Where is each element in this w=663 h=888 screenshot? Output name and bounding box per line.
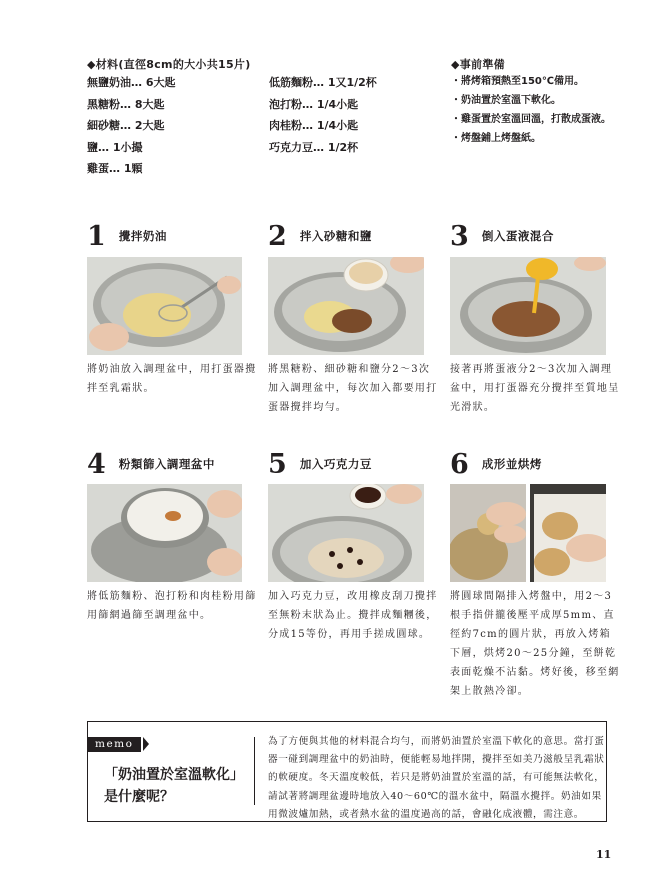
desc-line: 架上散熱冷卻。 <box>450 686 530 697</box>
step-3-desc <box>450 360 620 417</box>
step-2-photo <box>268 257 424 355</box>
step-3 <box>450 223 554 251</box>
step-1-photo <box>87 257 242 355</box>
memo-line: 請試著將調理盆邊時地放入40～60℃的溫水盆中，隔溫水攪拌。奶油如果 <box>268 790 602 802</box>
page-number: 11 <box>596 848 612 861</box>
desc-line: 將圓球間隔排入烤盤中，用2～3 <box>450 591 613 602</box>
desc-line: 用篩網過篩至調理盆中。 <box>87 610 212 621</box>
ingredient-item: 低筋麵粉… 1又1/2杯 <box>269 76 377 89</box>
step-1 <box>87 223 167 251</box>
desc-line: 下層，烘烤20～25分鐘，至餅乾 <box>450 648 617 659</box>
memo-question-line: 「奶油置於室溫軟化」 <box>104 767 244 783</box>
step-title: 拌入砂糖和鹽 <box>299 229 372 243</box>
ingredient-item: 巧克力豆… 1/2杯 <box>269 140 359 154</box>
desc-line: 根手指併攏後壓平成厚5mm、直 <box>450 610 615 621</box>
chocolate-chips-image <box>268 484 424 582</box>
desc-line: 分成15等份，再用手搓成圓球。 <box>268 629 431 640</box>
memo-question-line: 是什麼呢？ <box>104 789 174 805</box>
desc-line: 徑約7cm的圓片狀，再放入烤箱 <box>450 629 611 640</box>
memo-divider <box>254 737 255 805</box>
desc-line: 加入調理盆中，每次加入都要用打 <box>268 383 438 394</box>
step-1-desc <box>87 360 257 398</box>
ingredient-item: 泡打粉… 1/4小匙 <box>269 97 359 111</box>
step-4-photo <box>87 484 242 582</box>
step-number: 3 <box>450 221 469 252</box>
sieve-flour-image <box>87 484 242 582</box>
memo-tag: memo <box>87 737 141 752</box>
flattening-cookies-image <box>530 484 606 582</box>
step-2 <box>268 223 372 251</box>
ingredients-col2 <box>269 72 377 158</box>
step-6 <box>450 451 542 479</box>
step-title: 成形並烘烤 <box>481 457 542 471</box>
dough-balls-image <box>450 484 526 582</box>
ingredient-item: 無鹽奶油… 6大匙 <box>87 76 176 89</box>
ingredients-col1 <box>87 72 175 180</box>
desc-line: 拌至乳霜狀。 <box>87 383 155 394</box>
step-6-desc <box>450 587 620 701</box>
prep-title: ◆事前準備 <box>451 58 505 71</box>
desc-line: 蛋器攪拌均勻。 <box>268 402 348 413</box>
sugar-bowl-image <box>268 257 424 355</box>
step-2-desc <box>268 360 438 417</box>
ingredients-title: ◆材料(直徑8cm的大小共15片) <box>87 58 251 71</box>
memo-body <box>268 733 604 824</box>
ingredient-item: 雞蛋… 1顆 <box>87 162 143 175</box>
memo-line: 用微波爐加熱，或者熱水盆的溫度過高的話，會融化成液體，需注意。 <box>268 808 585 820</box>
prep-item: ・奶油置於室溫下軟化。 <box>451 95 561 106</box>
step-number: 4 <box>87 449 106 480</box>
desc-line: 接著再將蛋液分2～3次加入調理 <box>450 364 613 375</box>
step-5-photo <box>268 484 424 582</box>
desc-line: 將奶油放入調理盆中，用打蛋器攪 <box>87 364 257 375</box>
step-4-desc <box>87 587 257 625</box>
step-title: 粉類篩入調理盆中 <box>118 457 215 471</box>
mixing-bowl-whisk-image <box>87 257 242 355</box>
prep-item: ・將烤箱預熱至150℃備用。 <box>451 76 584 87</box>
desc-line: 至無粉末狀為止。攪拌成麵糰後， <box>268 610 438 621</box>
egg-pour-image <box>450 257 606 355</box>
step-4 <box>87 451 215 479</box>
desc-line: 光滑狀。 <box>450 402 496 413</box>
ingredient-item: 鹽… 1小撮 <box>87 140 143 154</box>
step-number: 2 <box>268 221 287 252</box>
ingredient-item: 黑糖粉… 8大匙 <box>87 97 165 111</box>
desc-line: 表面乾燥不沾黏。烤好後，移至網 <box>450 667 620 678</box>
ingredient-item: 細砂糖… 2大匙 <box>87 119 165 132</box>
memo-question <box>104 764 244 808</box>
step-number: 5 <box>268 449 287 480</box>
prep-list <box>451 72 611 148</box>
desc-line: 盆中，用打蛋器充分攪拌至質地呈 <box>450 383 620 394</box>
step-title: 加入巧克力豆 <box>299 457 372 471</box>
step-6-photo-a <box>450 484 526 582</box>
step-title: 倒入蛋液混合 <box>481 229 554 243</box>
memo-line: 為了方便與其他的材料混合均勻，而將奶油置於室溫下軟化的意思。當打蛋 <box>268 736 605 747</box>
step-5-desc <box>268 587 438 644</box>
step-title: 攪拌奶油 <box>118 229 167 243</box>
memo-tag-arrow <box>143 737 149 751</box>
memo-line: 的軟硬度。冬天溫度較低，若只是將奶油置於室溫的話，有可能無法軟化， <box>268 772 605 784</box>
step-3-photo <box>450 257 606 355</box>
step-number: 1 <box>87 221 106 252</box>
memo-line: 器一碰到調理盆中的奶油時，便能輕易地拌開，攪拌至如美乃滋般呈乳霜狀 <box>268 754 605 766</box>
prep-item: ・雞蛋置於室溫回溫，打散成蛋液。 <box>451 114 611 125</box>
prep-item: ・烤盤鋪上烤盤紙。 <box>451 133 541 144</box>
ingredient-item: 肉桂粉… 1/4小匙 <box>269 119 359 132</box>
desc-line: 將黑糖粉、細砂糖和鹽分2～3次 <box>268 364 431 375</box>
desc-line: 加入巧克力豆，改用橡皮刮刀攪拌 <box>268 591 438 602</box>
step-6-photo-b <box>530 484 606 582</box>
step-5 <box>268 451 372 479</box>
desc-line: 將低筋麵粉、泡打粉和肉桂粉用篩 <box>87 591 257 602</box>
step-number: 6 <box>450 449 469 480</box>
